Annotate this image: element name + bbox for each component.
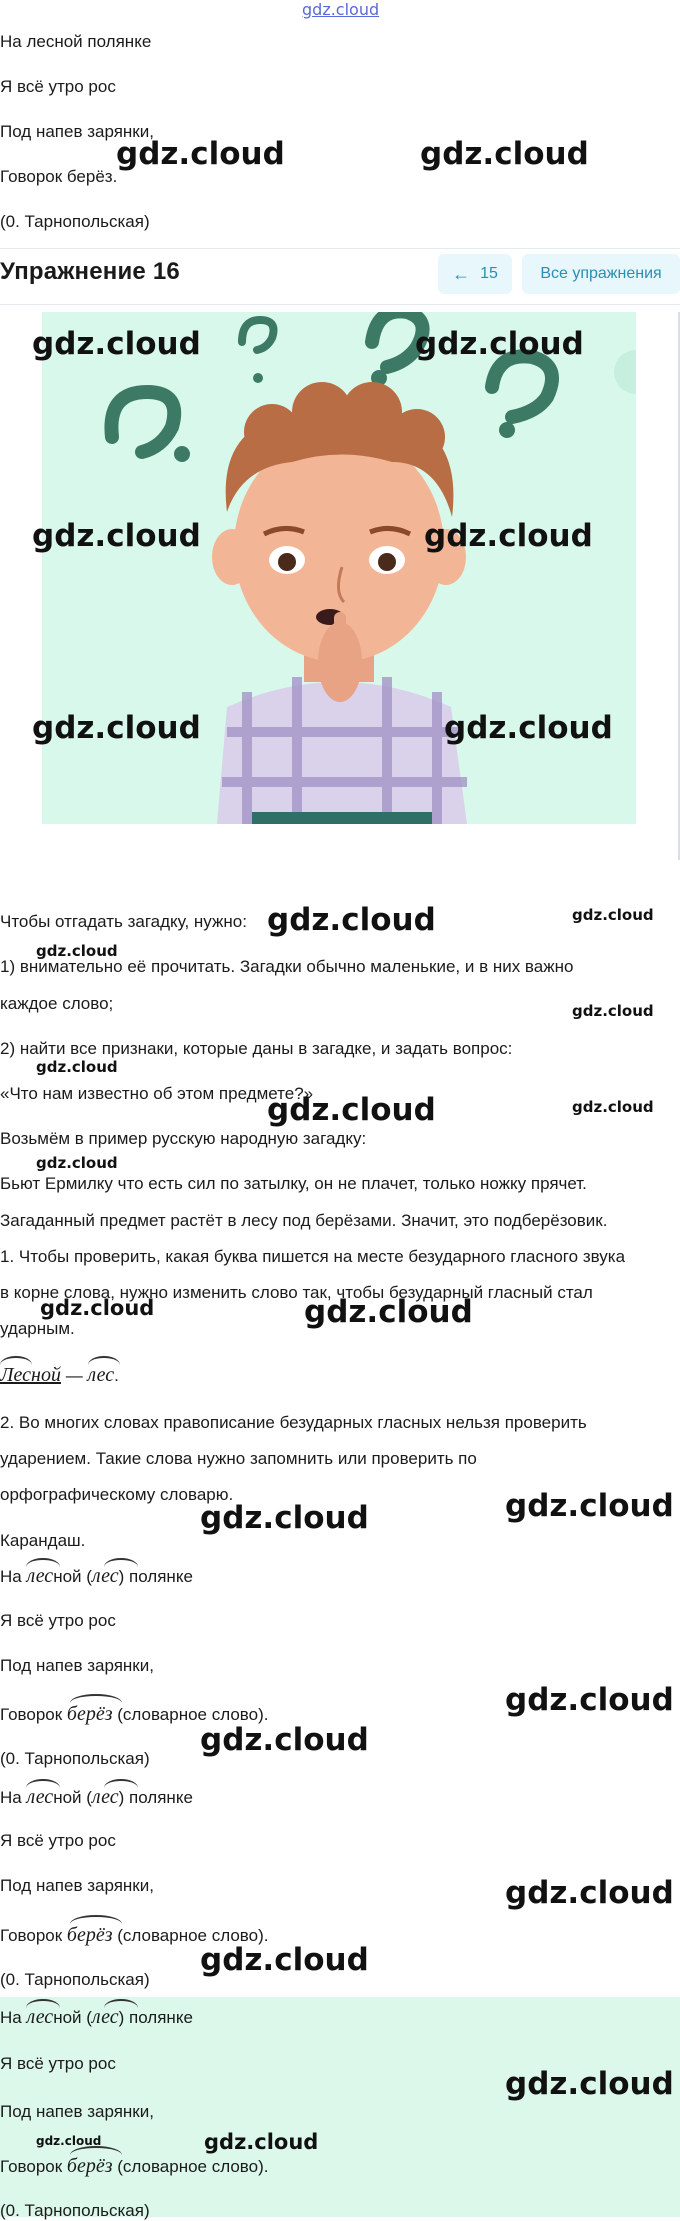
poem-line: Под напев зарянки, bbox=[0, 1876, 154, 1895]
watermark: gdz.cloud bbox=[505, 2066, 674, 2102]
poem-line: На лесной полянке bbox=[0, 32, 152, 51]
root-word: берёз bbox=[66, 1924, 113, 1946]
watermark: gdz.cloud bbox=[32, 326, 201, 362]
text: (словарное слово). bbox=[112, 2157, 269, 2176]
watermark: gdz.cloud bbox=[36, 2134, 102, 2148]
watermark: gdz.cloud bbox=[444, 710, 613, 746]
text: ) полянке bbox=[118, 2008, 193, 2027]
poem-line: Говорок берёз. bbox=[0, 167, 118, 186]
all-exercises-label: Все упражнения bbox=[540, 265, 662, 282]
example-line: Карандаш. bbox=[0, 1531, 86, 1550]
root-arc-icon bbox=[104, 1779, 138, 1797]
watermark: gdz.cloud bbox=[32, 710, 201, 746]
watermark: gdz.cloud bbox=[572, 1098, 654, 1116]
paragraph: «Что нам известно об этом предмете?» bbox=[0, 1084, 314, 1103]
watermark: gdz.cloud bbox=[267, 902, 436, 938]
watermark: gdz.cloud bbox=[505, 1488, 674, 1524]
poem-author: (0. Тарнопольская) bbox=[0, 1970, 150, 1989]
root-word: лес bbox=[26, 1786, 54, 1808]
text: (словарное слово). bbox=[112, 1705, 269, 1724]
root-arc-icon bbox=[26, 1558, 60, 1576]
watermark: gdz.cloud bbox=[420, 136, 589, 172]
example-line: Лесной — лес. bbox=[0, 1364, 119, 1386]
watermark: gdz.cloud bbox=[415, 326, 584, 362]
text: ) полянке bbox=[118, 1567, 193, 1586]
watermark: gdz.cloud bbox=[267, 1092, 436, 1128]
root-word: лес bbox=[91, 2006, 119, 2028]
root-arc-icon bbox=[70, 2146, 122, 2164]
paragraph: каждое слово; bbox=[0, 994, 114, 1013]
root-arc-icon bbox=[26, 1779, 60, 1797]
watermark: gdz.cloud bbox=[36, 1154, 118, 1172]
text: ) полянке bbox=[118, 1788, 193, 1807]
poem-line: Под напев зарянки, bbox=[0, 2102, 154, 2121]
paragraph: ударным. bbox=[0, 1319, 75, 1338]
watermark: gdz.cloud bbox=[116, 136, 285, 172]
paragraph: 2. Во многих словах правописание безударных гласных нельзя проверить bbox=[0, 1413, 587, 1432]
thinking-boy-illustration bbox=[42, 312, 636, 824]
text: На bbox=[0, 2008, 27, 2027]
root-arc-icon bbox=[88, 1356, 120, 1374]
example-word: Лесной bbox=[0, 1364, 61, 1386]
text: Говорок bbox=[0, 1926, 67, 1945]
paragraph: 1) внимательно её прочитать. Загадки обычно маленькие, и в них важно bbox=[0, 957, 574, 976]
poem-line: Я всё утро рос bbox=[0, 1611, 116, 1630]
poem-line: Я всё утро рос bbox=[0, 77, 116, 96]
top-watermark: gdz.cloud bbox=[302, 0, 380, 19]
divider bbox=[0, 304, 680, 305]
poem-author: (0. Тарнопольская) bbox=[0, 212, 150, 231]
poem-line: Я всё утро рос bbox=[0, 1831, 116, 1850]
text: (словарное слово). bbox=[112, 1926, 269, 1945]
text: ной ( bbox=[53, 1567, 92, 1586]
exercise-title: Упражнение 16 bbox=[0, 258, 180, 285]
text: Говорок bbox=[0, 1705, 67, 1724]
root-arc-icon bbox=[26, 1999, 60, 2017]
watermark: gdz.cloud bbox=[204, 2130, 319, 2154]
arrow-left-icon: ← bbox=[452, 263, 471, 284]
paragraph: орфографическому словарю. bbox=[0, 1485, 234, 1504]
watermark: gdz.cloud bbox=[505, 1875, 674, 1911]
paragraph: ударением. Такие слова нужно запомнить или проверить по bbox=[0, 1449, 477, 1468]
root-arc-icon bbox=[0, 1356, 32, 1374]
watermark: gdz.cloud bbox=[32, 518, 201, 554]
paragraph: в корне слова, нужно изменить слово так, чтобы безударный гласный стал bbox=[0, 1283, 593, 1302]
watermark: gdz.cloud bbox=[505, 1682, 674, 1718]
illustration bbox=[42, 312, 636, 824]
watermark: gdz.cloud bbox=[572, 906, 654, 924]
poem-line: Под напев зарянки, bbox=[0, 122, 154, 141]
watermark: gdz.cloud bbox=[304, 1294, 473, 1330]
watermark: gdz.cloud bbox=[200, 1722, 369, 1758]
paragraph: Бьют Ермилку что есть сил по затылку, он не плачет, только ножку прячет. bbox=[0, 1174, 587, 1193]
watermark: gdz.cloud bbox=[424, 518, 593, 554]
all-exercises-button[interactable] bbox=[522, 254, 680, 294]
root-word: берёз bbox=[66, 1703, 113, 1725]
watermark: gdz.cloud bbox=[200, 1500, 369, 1536]
root-arc-icon bbox=[70, 1694, 122, 1712]
text: ной ( bbox=[53, 1788, 92, 1807]
watermark: gdz.cloud bbox=[36, 942, 118, 960]
text: На bbox=[0, 1567, 27, 1586]
watermark: gdz.cloud bbox=[36, 1058, 118, 1076]
watermark: gdz.cloud bbox=[572, 1002, 654, 1020]
paragraph: 1. Чтобы проверить, какая буква пишется на месте безударного гласного звука bbox=[0, 1247, 626, 1266]
poem-line: Под напев зарянки, bbox=[0, 1656, 154, 1675]
root-word: лес bbox=[26, 2006, 54, 2028]
text: На bbox=[0, 1788, 27, 1807]
paragraph: Чтобы отгадать загадку, нужно: bbox=[0, 912, 247, 931]
prev-exercise-button[interactable] bbox=[438, 254, 512, 294]
root-word: лес bbox=[91, 1786, 119, 1808]
root-word: лес bbox=[91, 1565, 119, 1587]
poem-author: (0. Тарнопольская) bbox=[0, 2201, 150, 2220]
text: ной ( bbox=[53, 2008, 92, 2027]
poem-line bbox=[0, 2155, 268, 2178]
prev-exercise-label: 15 bbox=[480, 265, 498, 282]
poem-author: (0. Тарнопольская) bbox=[0, 1749, 150, 1768]
paragraph: 2) найти все признаки, которые даны в загадке, и задать вопрос: bbox=[0, 1039, 513, 1058]
text: Говорок bbox=[0, 2157, 67, 2176]
root-arc-icon bbox=[104, 1558, 138, 1576]
watermark: gdz.cloud bbox=[200, 1942, 369, 1978]
dash: — bbox=[60, 1366, 88, 1385]
watermark: gdz.cloud bbox=[40, 1296, 155, 1320]
example-word: лес bbox=[87, 1364, 115, 1386]
root-word: лес bbox=[26, 1565, 54, 1587]
paragraph: Загаданный предмет растёт в лесу под берёзами. Значит, это подберёзовик. bbox=[0, 1211, 608, 1230]
paragraph: Возьмём в пример русскую народную загадку: bbox=[0, 1129, 367, 1148]
root-arc-icon bbox=[104, 1999, 138, 2017]
root-arc-icon bbox=[70, 1915, 122, 1933]
root-word: берёз bbox=[66, 2155, 113, 2177]
divider bbox=[0, 248, 680, 249]
poem-line: Я всё утро рос bbox=[0, 2054, 116, 2073]
